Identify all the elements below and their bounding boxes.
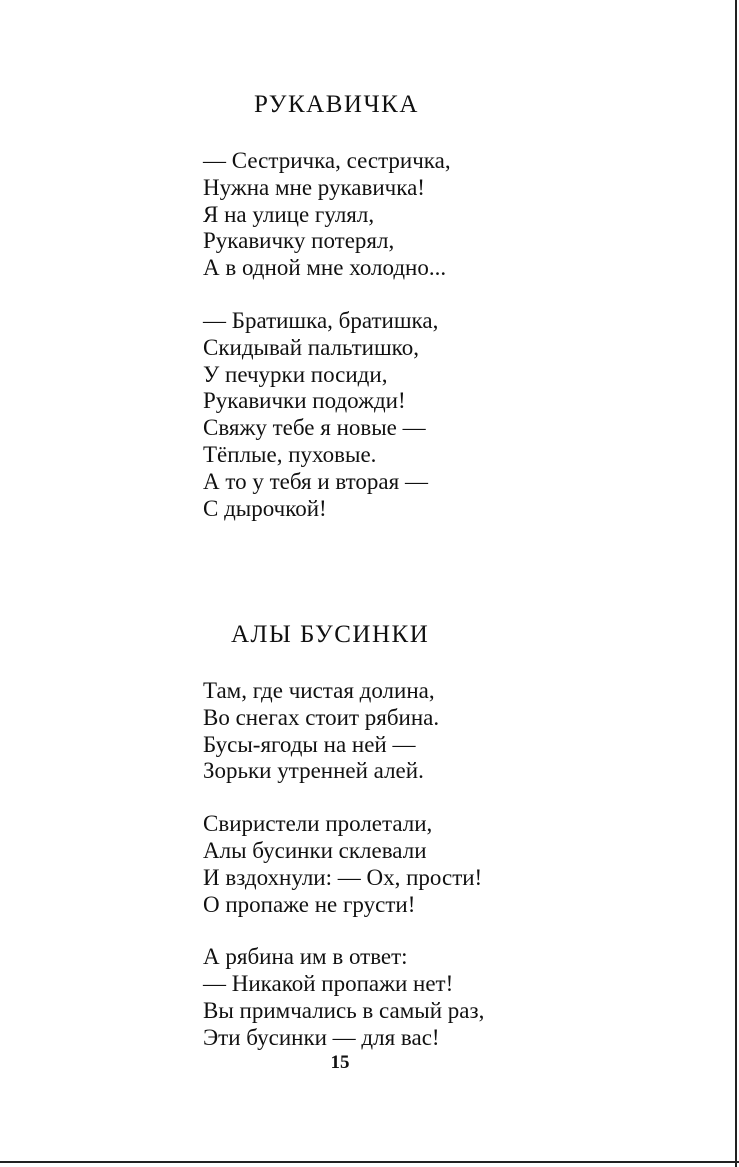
poem-title: АЛЫ БУСИНКИ: [231, 621, 430, 648]
poem-line: А рябина им в ответ:: [203, 944, 408, 970]
poem-line: Скидывай пальтишко,: [203, 334, 419, 360]
poem-line: О пропаже не грусти!: [203, 891, 416, 917]
poem-line: Рукавичку потерял,: [203, 228, 395, 254]
poem-rukavichka: [203, 88, 723, 548]
poem-line: — Братишка, братишка,: [203, 307, 439, 333]
poem-line: Алы бусинки склевали: [203, 837, 427, 863]
poem-line: Во снегах стоит рябина.: [203, 704, 440, 730]
poem-title: РУКАВИЧКА: [254, 91, 419, 118]
poem-line: — Никакой пропажи нет!: [203, 971, 454, 997]
page-number: 15: [330, 1052, 350, 1073]
poem-line: Рукавички подожди!: [203, 388, 406, 414]
poem-line: Тёплые, пуховые.: [203, 441, 377, 467]
poem-line: Свиристели пролетали,: [203, 811, 433, 837]
poem-line: У печурки посиди,: [203, 361, 388, 387]
page-edge-bottom: [0, 1161, 739, 1163]
poem-line: А в одной мне холодно...: [203, 255, 447, 281]
poem-aly-businki: [203, 618, 723, 1078]
poem-stanza: [203, 944, 723, 1051]
poem-line: Нужна мне рукавичка!: [203, 174, 425, 200]
poem-line: И вздохнули: — Ох, прости!: [203, 864, 483, 890]
poem-stanza: [203, 148, 723, 282]
poem-line: А то у тебя и вторая —: [203, 468, 428, 494]
poem-line: Вы примчались в самый раз,: [203, 997, 485, 1023]
poem-line: — Сестричка, сестричка,: [203, 148, 451, 173]
poem-stanza: [203, 308, 723, 522]
poem-stanza: [203, 678, 723, 785]
poem-line: С дырочкой!: [203, 495, 327, 521]
poem-line: Свяжу тебе я новые —: [203, 415, 426, 441]
poem-line: Зорьки утренней алей.: [203, 758, 424, 784]
poem-line: Бусы-ягоды на ней —: [203, 731, 416, 757]
poem-stanza: [203, 811, 723, 918]
page-edge-right: [735, 0, 737, 1167]
poem-line: Эти бусинки — для вас!: [203, 1024, 440, 1050]
poem-line: Там, где чистая долина,: [203, 678, 435, 703]
poem-line: Я на улице гулял,: [203, 201, 375, 227]
